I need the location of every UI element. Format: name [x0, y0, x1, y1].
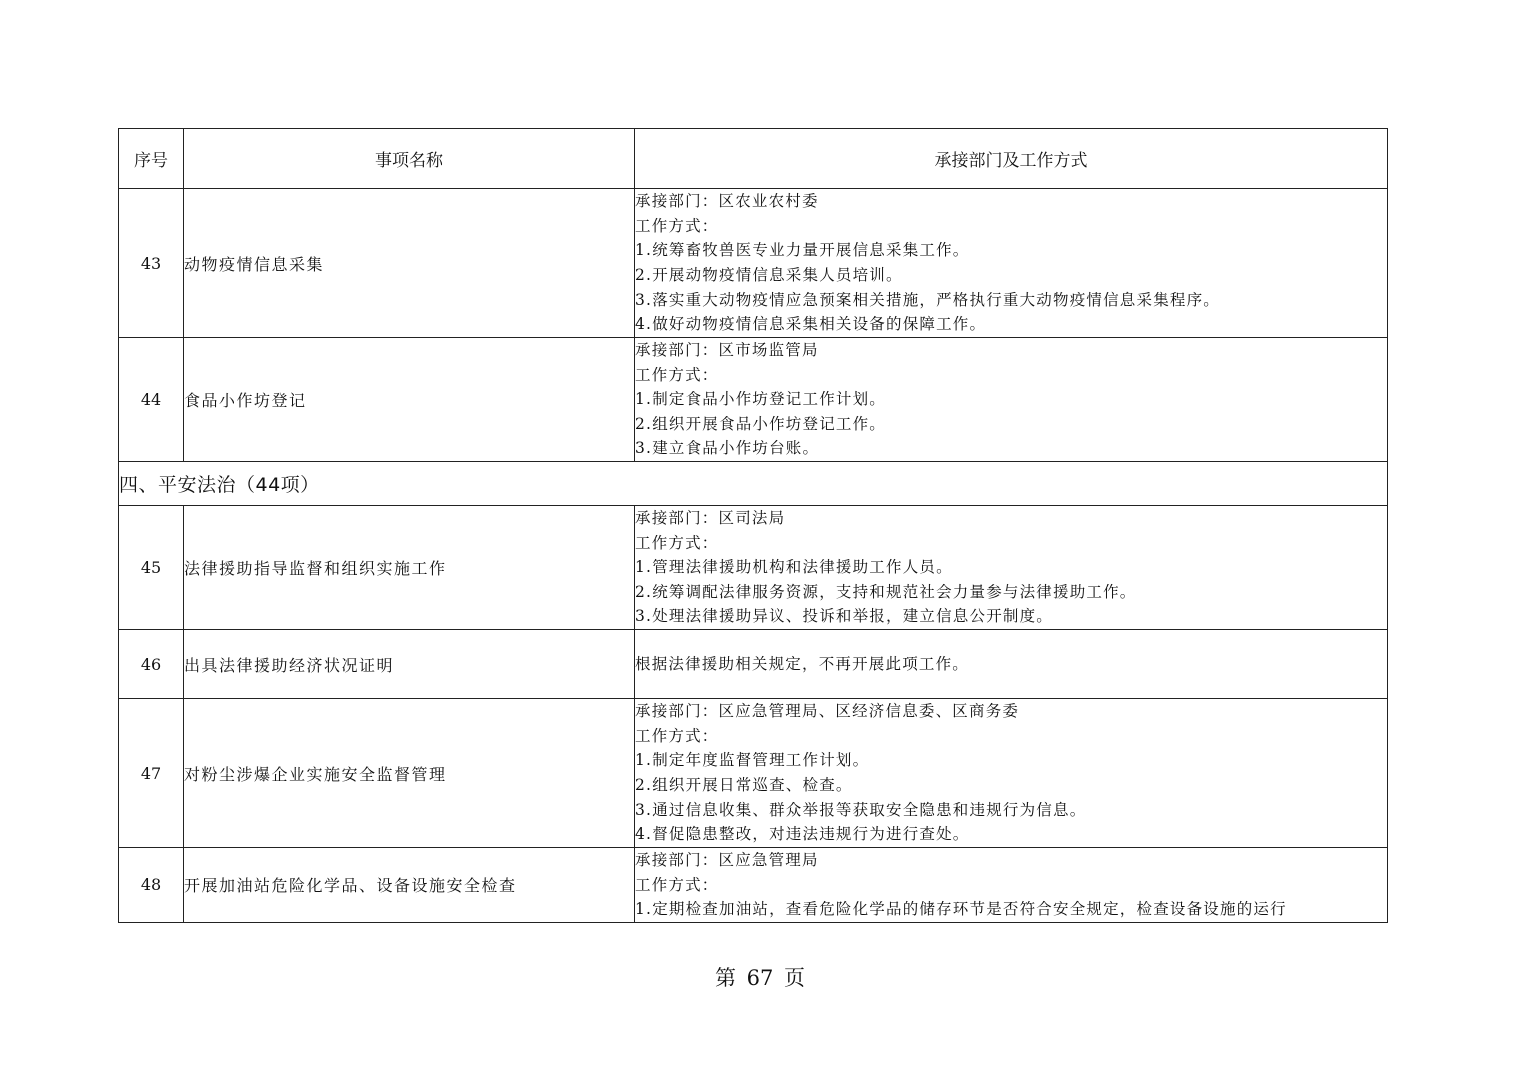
row-serial: 43 [119, 189, 184, 338]
method-line: 1.定期检查加油站，查看危险化学品的储存环节是否符合安全规定，检查设备设施的运行 [635, 900, 1287, 919]
header-serial: 序号 [119, 129, 184, 189]
row-department-method [635, 630, 1388, 699]
method-line: 工作方式： [635, 533, 719, 552]
row-department-method [635, 189, 1388, 338]
table-row [119, 506, 1388, 630]
row-department-method [635, 699, 1388, 848]
method-line: 2.组织开展食品小作坊登记工作。 [635, 414, 886, 433]
table-row [119, 848, 1388, 923]
method-line: 1.统筹畜牧兽医专业力量开展信息采集工作。 [635, 241, 970, 260]
matters-table [118, 128, 1388, 923]
header-matter-name: 事项名称 [184, 129, 635, 189]
method-line: 工作方式： [635, 216, 719, 235]
method-line: 2.开展动物疫情信息采集人员培训。 [635, 266, 903, 284]
row-serial: 45 [119, 506, 184, 630]
table-row [119, 189, 1388, 338]
method-line: 承接部门：区应急管理局、区经济信息委、区商务委 [635, 702, 1020, 721]
section-title: 四、平安法治（44项） [119, 462, 1388, 506]
method-line: 1.制定食品小作坊登记工作计划。 [635, 390, 886, 409]
method-line: 4.督促隐患整改，对违法违规行为进行查处。 [635, 825, 970, 844]
method-line: 4.做好动物疫情信息采集相关设备的保障工作。 [635, 315, 987, 334]
method-line: 工作方式： [635, 365, 719, 384]
method-line: 承接部门：区应急管理局 [635, 851, 819, 869]
method-line: 3.落实重大动物疫情应急预案相关措施，严格执行重大动物疫情信息采集程序。 [635, 290, 1220, 309]
method-line: 承接部门：区农业农村委 [635, 192, 819, 211]
row-matter-name: 对粉尘涉爆企业实施安全监督管理 [184, 699, 635, 848]
table-header-row [119, 129, 1388, 189]
table-row [119, 630, 1388, 699]
row-serial: 46 [119, 630, 184, 699]
row-serial: 48 [119, 848, 184, 923]
row-matter-name: 出具法律援助经济状况证明 [184, 630, 635, 699]
row-department-method [635, 848, 1388, 923]
row-department-method [635, 506, 1388, 630]
row-matter-name: 食品小作坊登记 [184, 338, 635, 462]
row-matter-name: 动物疫情信息采集 [184, 189, 635, 338]
header-department-method: 承接部门及工作方式 [635, 129, 1388, 189]
method-line: 工作方式： [635, 875, 719, 894]
row-serial: 47 [119, 699, 184, 848]
method-line: 2.统筹调配法律服务资源，支持和规范社会力量参与法律援助工作。 [635, 582, 1137, 601]
table-row [119, 699, 1388, 848]
method-line: 3.处理法律援助异议、投诉和举报，建立信息公开制度。 [635, 607, 1053, 626]
row-matter-name: 开展加油站危险化学品、设备设施安全检查 [184, 848, 635, 923]
row-department-method [635, 338, 1388, 462]
page-number: 第 67 页 [714, 966, 806, 990]
method-line: 工作方式： [635, 726, 719, 745]
row-serial: 44 [119, 338, 184, 462]
row-matter-name: 法律援助指导监督和组织实施工作 [184, 506, 635, 630]
method-line: 3.建立食品小作坊台账。 [635, 439, 820, 458]
method-line: 承接部门：区市场监管局 [635, 341, 819, 360]
method-line: 2.组织开展日常巡查、检查。 [635, 776, 853, 794]
table-row [119, 338, 1388, 462]
method-line: 根据法律援助相关规定，不再开展此项工作。 [635, 654, 970, 673]
method-line: 1.管理法律援助机构和法律援助工作人员。 [635, 558, 953, 577]
method-line: 3.通过信息收集、群众举报等获取安全隐患和违规行为信息。 [635, 800, 1087, 819]
method-line: 承接部门：区司法局 [635, 509, 786, 528]
section-row [119, 462, 1388, 506]
method-line: 1.制定年度监督管理工作计划。 [635, 751, 870, 770]
